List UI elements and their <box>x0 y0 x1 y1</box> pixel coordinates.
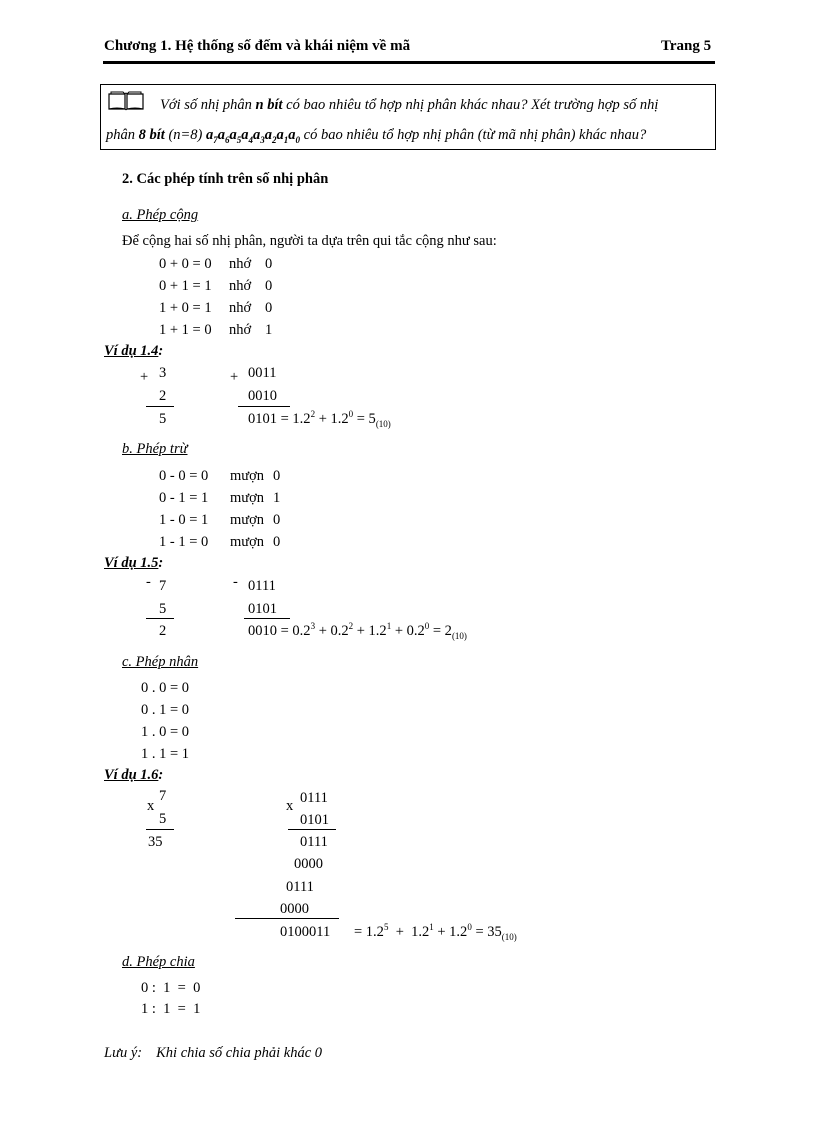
add-rule-val: 1 <box>265 322 273 338</box>
operand-a: 7 <box>159 578 167 594</box>
addition-title: a. Phép cộng <box>122 207 199 223</box>
minus-sign: - <box>146 574 151 590</box>
sub-rule-expr: 0 - 0 = 0 <box>159 468 209 484</box>
header-rule <box>103 61 715 64</box>
sub-rule-val: 0 <box>273 512 281 528</box>
add-rule-expr: 0 + 1 = 1 <box>159 278 212 294</box>
note-line-1: Với số nhị phân n bít có bao nhiêu tổ hợp nhị phân khác nhau? Xét trường hợp số nhị <box>160 97 659 113</box>
sub-rule-expr: 1 - 0 = 1 <box>159 512 209 528</box>
operand-b: 0101 <box>248 601 277 617</box>
div-rule: 1 : 1 = 1 <box>141 1001 201 1017</box>
div-rule: 0 : 1 = 0 <box>141 980 201 996</box>
plus-sign: + <box>230 369 239 385</box>
footnote: Lưu ý: Khi chia số chia phải khác 0 <box>104 1045 323 1061</box>
times-sign: x <box>286 798 294 814</box>
sub-rule-val: 0 <box>273 534 281 550</box>
add-rule-word: nhớ <box>229 278 252 294</box>
operand-b: 5 <box>159 811 167 827</box>
sub-rule-expr: 0 - 1 = 1 <box>159 490 209 506</box>
chapter-title: Chương 1. Hệ thống số đếm và khái niệm về mã <box>104 38 411 54</box>
operand-b: 0101 <box>300 812 329 828</box>
result: 2 <box>159 623 167 639</box>
plus-sign: + <box>140 369 149 385</box>
binary-sum-expansion: $0101 = 1.2^2 + 1.2^0 = 5_{(10)}$ <box>248 409 391 429</box>
add-rule-word: nhớ <box>229 300 252 316</box>
operand-b: 5 <box>159 601 167 617</box>
sub-rule-word: mượn <box>230 512 265 528</box>
sub-rule-word: mượn <box>230 534 265 550</box>
sub-rule-val: 0 <box>273 468 281 484</box>
product-line <box>288 829 336 830</box>
partial-product: 0000 <box>280 901 309 917</box>
partial-product: 0111 <box>300 834 328 850</box>
example-1-4-label: Ví dụ 1.4: <box>104 343 164 359</box>
example-1-5-label: Ví dụ 1.5: <box>104 555 164 571</box>
sub-rule-val: 1 <box>273 490 281 506</box>
sub-rule-expr: 1 - 1 = 0 <box>159 534 209 550</box>
add-rule-expr: 0 + 0 = 0 <box>159 256 212 272</box>
product-line <box>146 829 174 830</box>
note-line-2: phân 8 bít (n=8) $a_7a_6a_5a_4a_3a_2a_1a_0$ có bao nhiêu tổ hợp nhị phân (từ mã nhị phân) khác nhau? <box>106 127 647 145</box>
add-rule-val: 0 <box>265 278 273 294</box>
times-sign: x <box>147 798 155 814</box>
operand-b: 2 <box>159 388 167 404</box>
add-rule-expr: 1 + 1 = 0 <box>159 322 212 338</box>
mul-rule: 1 . 0 = 0 <box>141 724 190 740</box>
sub-rule-word: mượn <box>230 468 265 484</box>
minus-sign: - <box>233 574 238 590</box>
binary-product-expansion: = $1.2^5 + 1.2^1 + 1.2^0 = 35_{(10)}$ <box>354 922 517 942</box>
product-result: 0100011 <box>280 924 331 940</box>
sum-line <box>238 406 290 407</box>
binary-difference-expansion: $0010 = 0.2^3 + 0.2^2 + 1.2^1 + 0.2^0 = 2_{(10)}$ <box>248 621 467 641</box>
mul-rule: 0 . 1 = 0 <box>141 702 190 718</box>
addition-intro: Để cộng hai số nhị phân, người ta dựa trên qui tắc cộng như sau: <box>122 233 497 249</box>
product-line <box>235 918 339 919</box>
partial-product: 0000 <box>294 856 323 872</box>
result: 5 <box>159 411 167 427</box>
mul-rule: 0 . 0 = 0 <box>141 680 190 696</box>
section-title: 2. Các phép tính trên số nhị phân <box>122 171 329 187</box>
book-icon <box>108 91 144 111</box>
operand-a: 7 <box>159 788 167 804</box>
subtraction-title: b. Phép trừ <box>122 441 188 457</box>
operand-a: 0111 <box>300 790 328 806</box>
operand-a: 3 <box>159 365 167 381</box>
difference-line <box>244 618 290 619</box>
multiplication-title: c. Phép nhân <box>122 654 199 670</box>
difference-line <box>146 618 174 619</box>
division-title: d. Phép chia <box>122 954 195 970</box>
add-rule-val: 0 <box>265 300 273 316</box>
operand-b: 0010 <box>248 388 277 404</box>
partial-product: 0111 <box>286 879 314 895</box>
add-rule-expr: 1 + 0 = 1 <box>159 300 212 316</box>
result: 35 <box>148 834 163 850</box>
add-rule-word: nhớ <box>229 256 252 272</box>
operand-a: 0011 <box>248 365 277 381</box>
page-number: Trang 5 <box>661 38 712 54</box>
add-rule-word: nhớ <box>229 322 252 338</box>
operand-a: 0111 <box>248 578 276 594</box>
mul-rule: 1 . 1 = 1 <box>141 746 190 762</box>
example-1-6-label: Ví dụ 1.6: <box>104 767 164 783</box>
sum-line <box>146 406 174 407</box>
add-rule-val: 0 <box>265 256 273 272</box>
sub-rule-word: mượn <box>230 490 265 506</box>
